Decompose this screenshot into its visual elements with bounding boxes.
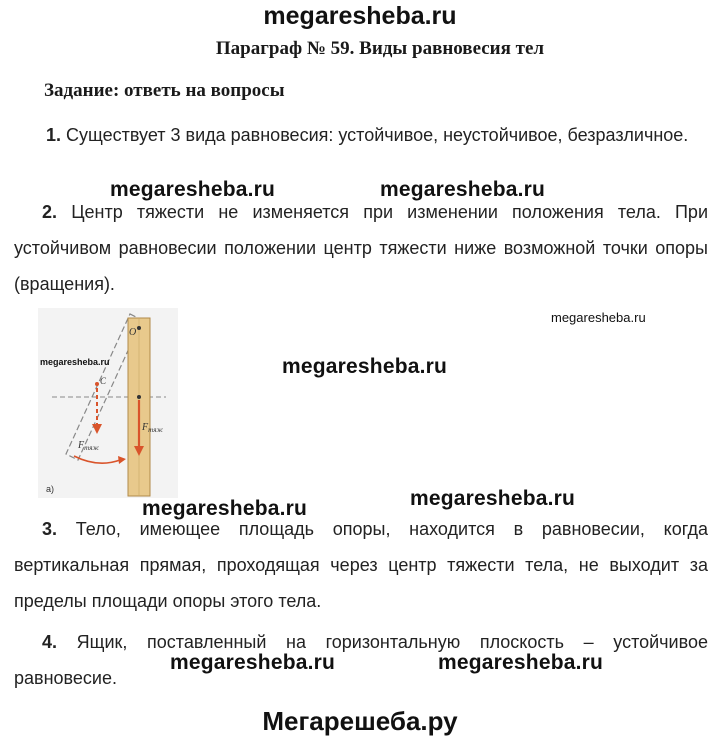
answer-number: 4. bbox=[42, 632, 58, 652]
center-of-mass bbox=[137, 395, 141, 399]
task-label: Задание: ответь на вопросы bbox=[44, 80, 285, 101]
watermark: megaresheba.ru bbox=[438, 651, 604, 674]
answer-text: Центр тяжести не изменяется при изменении положения тела. При устойчивом равновесии положении центр тяжести ниже возможной точки опоры (вращения). bbox=[14, 202, 708, 294]
equilibrium-diagram bbox=[38, 308, 178, 498]
watermark: megaresheba.ru bbox=[40, 357, 110, 367]
watermark: megaresheba.ru bbox=[110, 178, 276, 201]
watermark: megaresheba.ru bbox=[282, 355, 448, 378]
force-label-rod: $F_{тяж}$ bbox=[142, 422, 164, 434]
watermark: megaresheba.ru bbox=[380, 178, 546, 201]
site-header: megaresheba.ru bbox=[263, 2, 457, 30]
pivot-label-o: O bbox=[129, 327, 137, 338]
figure-caption: a) bbox=[46, 484, 55, 494]
answer-number: 2. bbox=[42, 202, 58, 222]
answer-1 bbox=[14, 117, 708, 153]
force-label-tilted: $F_{тяж}$ bbox=[78, 440, 100, 452]
answer-3 bbox=[14, 511, 708, 619]
watermark: megaresheba.ru bbox=[410, 487, 576, 510]
watermark: megaresheba.ru bbox=[142, 497, 308, 520]
answer-4 bbox=[14, 624, 708, 696]
answer-text: Тело, имеющее площадь опоры, находится в равновесии, когда вертикальная прямая, проходящая через центр тяжести тела, не выходит за пределы площади опоры этого тела. bbox=[14, 519, 708, 611]
answer-number: 3. bbox=[42, 519, 58, 539]
center-of-mass-tilted bbox=[95, 382, 99, 386]
site-footer: Мегарешеба.ру bbox=[262, 706, 458, 736]
answer-2 bbox=[14, 194, 708, 302]
watermark: megaresheba.ru bbox=[170, 651, 336, 674]
answer-number: 1. bbox=[46, 125, 62, 145]
center-label-c: C bbox=[100, 376, 107, 386]
watermark: megaresheba.ru bbox=[551, 310, 646, 325]
pivot-point bbox=[137, 326, 141, 330]
equilibrium-figure bbox=[38, 308, 178, 498]
answer-text: Ящик, поставленный на горизонтальную плоскость – устойчивое равновесие. bbox=[14, 632, 708, 688]
answer-text: Существует 3 вида равновесия: устойчивое, неустойчивое, безразличное. bbox=[66, 125, 689, 145]
figure-background bbox=[38, 308, 178, 498]
paragraph-title: Параграф № 59. Виды равновесия тел bbox=[215, 38, 545, 59]
